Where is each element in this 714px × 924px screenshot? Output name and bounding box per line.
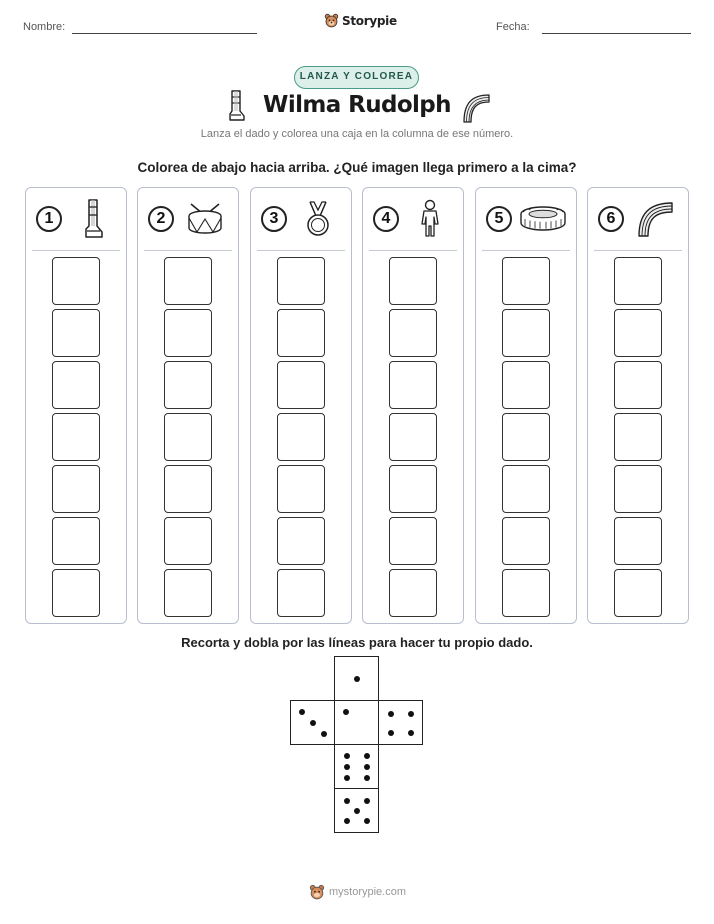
color-box[interactable]	[277, 309, 325, 357]
color-box[interactable]	[502, 465, 550, 513]
color-box[interactable]	[277, 465, 325, 513]
color-box[interactable]	[614, 517, 662, 565]
brand-name: Storypie	[342, 13, 397, 28]
die-face-1	[334, 656, 379, 701]
color-box[interactable]	[614, 569, 662, 617]
color-box[interactable]	[502, 361, 550, 409]
color-box[interactable]	[52, 361, 100, 409]
column-number: 2	[148, 206, 174, 232]
name-line[interactable]	[72, 33, 257, 34]
column-number: 1	[36, 206, 62, 232]
column-4	[362, 187, 464, 624]
column-number: 3	[261, 206, 287, 232]
color-box[interactable]	[614, 413, 662, 461]
color-box[interactable]	[614, 309, 662, 357]
color-box[interactable]	[389, 569, 437, 617]
storypie-bear-icon	[324, 13, 339, 28]
color-box[interactable]	[614, 257, 662, 305]
color-box[interactable]	[389, 257, 437, 305]
column-number: 4	[373, 206, 399, 232]
medal-icon	[305, 200, 331, 238]
die-face-6	[334, 744, 379, 789]
color-box[interactable]	[502, 569, 550, 617]
page-title: Wilma Rudolph	[263, 92, 451, 118]
storypie-bear-icon	[309, 884, 325, 900]
die-face-3	[290, 700, 335, 745]
drum-icon	[185, 202, 225, 236]
color-box[interactable]	[277, 413, 325, 461]
color-box[interactable]	[502, 257, 550, 305]
activity-badge: LANZA Y COLOREA	[294, 66, 419, 89]
color-box[interactable]	[389, 309, 437, 357]
column-number: 5	[486, 206, 512, 232]
color-box[interactable]	[52, 517, 100, 565]
color-box[interactable]	[52, 309, 100, 357]
column-6	[587, 187, 689, 624]
color-box[interactable]	[277, 569, 325, 617]
color-box[interactable]	[502, 413, 550, 461]
footer	[309, 884, 406, 900]
column-1	[25, 187, 127, 624]
die-face-4	[378, 700, 423, 745]
color-box[interactable]	[164, 361, 212, 409]
color-box[interactable]	[164, 517, 212, 565]
die-face-5	[334, 788, 379, 833]
running-track-icon	[461, 92, 491, 124]
color-box[interactable]	[614, 465, 662, 513]
subtitle: Lanza el dado y colorea una caja en la columna de ese número.	[200, 128, 514, 140]
brand-logo	[324, 13, 397, 28]
name-label: Nombre:	[23, 21, 66, 33]
cut-instruction: Recorta y dobla por las líneas para hacer tu propio dado.	[181, 635, 533, 650]
color-box[interactable]	[52, 465, 100, 513]
stadium-icon	[519, 204, 567, 234]
color-box[interactable]	[164, 257, 212, 305]
column-2	[137, 187, 239, 624]
date-label: Fecha:	[496, 21, 530, 33]
footer-url[interactable]: mystorypie.com	[329, 886, 407, 898]
color-box[interactable]	[164, 569, 212, 617]
color-box[interactable]	[502, 309, 550, 357]
color-box[interactable]	[164, 413, 212, 461]
column-5	[475, 187, 577, 624]
instruction-text: Colorea de abajo hacia arriba. ¿Qué imagen llega primero a la cima?	[137, 160, 577, 175]
leg-brace-icon	[81, 198, 105, 240]
color-box[interactable]	[389, 465, 437, 513]
column-3	[250, 187, 352, 624]
color-box[interactable]	[164, 465, 212, 513]
color-box[interactable]	[277, 257, 325, 305]
color-box[interactable]	[389, 413, 437, 461]
color-box[interactable]	[614, 361, 662, 409]
color-box[interactable]	[502, 517, 550, 565]
date-line[interactable]	[542, 33, 691, 34]
die-face-1	[334, 700, 379, 745]
column-number: 6	[598, 206, 624, 232]
color-box[interactable]	[277, 361, 325, 409]
color-box[interactable]	[389, 517, 437, 565]
person-icon	[418, 199, 442, 239]
color-box[interactable]	[277, 517, 325, 565]
color-box[interactable]	[389, 361, 437, 409]
running-track-icon	[636, 200, 674, 238]
color-box[interactable]	[52, 569, 100, 617]
color-box[interactable]	[164, 309, 212, 357]
color-box[interactable]	[52, 257, 100, 305]
color-box[interactable]	[52, 413, 100, 461]
